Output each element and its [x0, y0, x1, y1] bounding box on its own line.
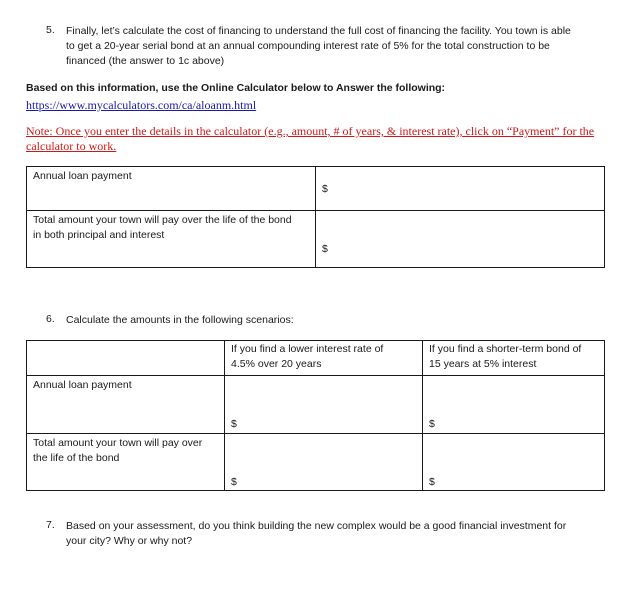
- table-cell: [27, 167, 316, 211]
- total-amount-label: Total amount your town will pay over the life of the bond in both principal and interest: [33, 214, 292, 241]
- question-5-text: Finally, let’s calculate the cost of financing to understand the full cost of financing the facility. You town is able to get a 20-year serial bond at an annual compounding interest rate of 5% for the total construction to be financed (the answer to 1c above): [66, 25, 571, 67]
- dollar-sign: $: [322, 243, 328, 255]
- calculator-instruction: Based on this information, use the Online Calculator below to Answer the following:: [26, 82, 446, 94]
- question-7-number: 7.: [46, 519, 55, 531]
- total-amount-answer-cell[interactable]: [316, 211, 605, 268]
- annual-loan-payment-answer-cell[interactable]: [316, 167, 605, 211]
- calculator-link[interactable]: https://www.mycalculators.com/ca/aloanm.html: [26, 98, 257, 112]
- question-5-number: 5.: [46, 24, 55, 36]
- dollar-sign: $: [231, 418, 237, 430]
- table-row: [27, 341, 605, 376]
- dollar-sign: $: [322, 183, 328, 195]
- table-cell: [27, 341, 225, 376]
- table-row: [27, 211, 605, 268]
- shorter-term-scenario-header: If you find a shorter-term bond of 15 years at 5% interest: [429, 343, 582, 370]
- question-6-text: Calculate the amounts in the following scenarios:: [66, 314, 294, 326]
- shorter-term-total-amount-cell[interactable]: [423, 434, 605, 491]
- calculator-note: Note: Once you enter the details in the calculator (e.g., amount, # of years, & interest rate), click on “Payment” for the calculator to work.: [26, 124, 595, 153]
- dollar-sign: $: [231, 476, 237, 488]
- shorter-term-annual-payment-cell[interactable]: [423, 376, 605, 434]
- question-6-number: 6.: [46, 313, 55, 325]
- annual-loan-payment-label: Annual loan payment: [33, 170, 132, 182]
- table-row: [27, 434, 605, 491]
- lower-rate-scenario-header: If you find a lower interest rate of 4.5% over 20 years: [231, 343, 384, 370]
- bond-payment-table: [26, 166, 605, 268]
- table-header-cell: [423, 341, 605, 376]
- lower-rate-total-amount-cell[interactable]: [225, 434, 423, 491]
- dollar-sign: $: [429, 418, 435, 430]
- table-header-cell: [225, 341, 423, 376]
- scenarios-table: [26, 340, 605, 491]
- dollar-sign: $: [429, 476, 435, 488]
- table-cell: [27, 376, 225, 434]
- question-7-text: Based on your assessment, do you think building the new complex would be a good financial investment for your city? Why or why not?: [66, 520, 567, 547]
- table-row: [27, 376, 605, 434]
- annual-loan-payment-label: Annual loan payment: [33, 379, 132, 391]
- total-amount-label: Total amount your town will pay over the life of the bond: [33, 437, 203, 464]
- table-cell: [27, 211, 316, 268]
- table-row: [27, 167, 605, 211]
- lower-rate-annual-payment-cell[interactable]: [225, 376, 423, 434]
- table-cell: [27, 434, 225, 491]
